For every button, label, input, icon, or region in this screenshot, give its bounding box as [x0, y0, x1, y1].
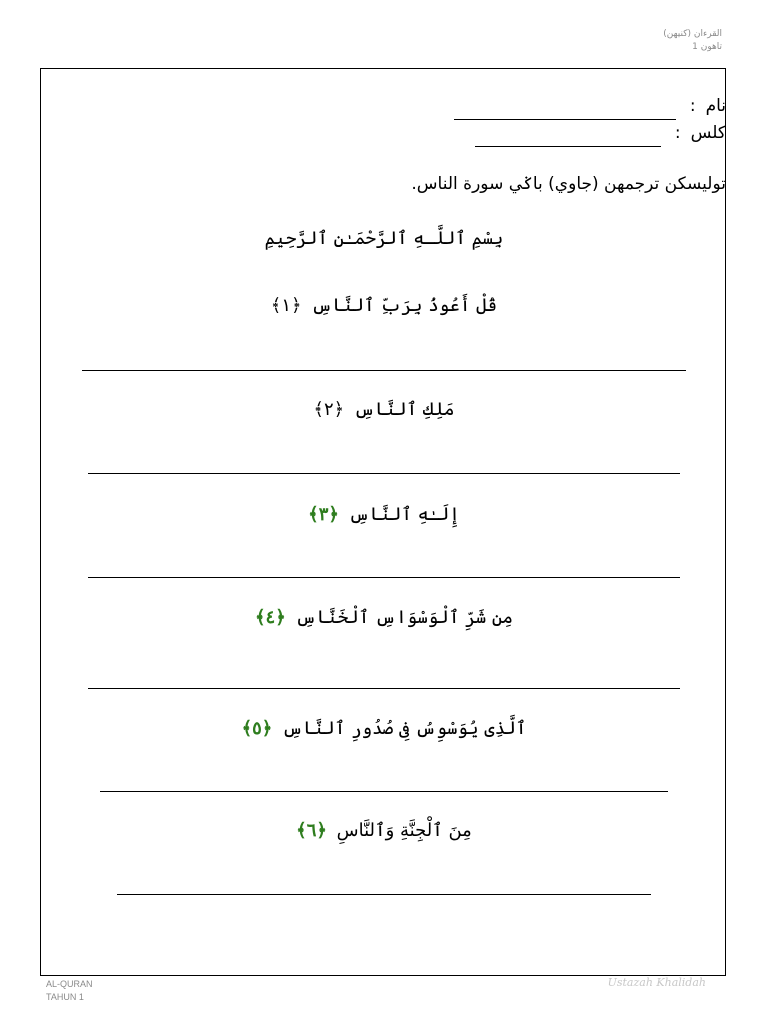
footer-subject — [46, 978, 93, 1004]
class-colon: : — [674, 123, 681, 143]
verse-text: ٱلَّذِى يُوَسْوِسُ فِى صُدُورِ ٱلنَّاسِ — [282, 718, 527, 739]
header-note — [663, 28, 722, 54]
answer-line-3[interactable] — [88, 577, 680, 578]
basmala: بِسْمِ ٱللَّـهِ ٱلرَّحْمَـٰنِ ٱلرَّحِيمِ — [264, 228, 504, 249]
verse-2 — [0, 399, 768, 420]
verse-text: قُلْ أَعُوذُ بِرَبِّ ٱلنَّاسِ — [311, 295, 498, 316]
verse-number: ﴿٦﴾ — [296, 820, 327, 841]
header-line-1: القرءان (كنيهن) — [663, 29, 722, 39]
verse-text: مِن شَرِّ ٱلْوَسْوَاسِ ٱلْخَنَّاسِ — [295, 607, 514, 628]
verse-4 — [0, 607, 768, 628]
name-row — [454, 96, 726, 120]
verse-text: مِنَ ٱلْجِنَّةِ وَٱلنَّاسِ — [336, 820, 472, 841]
name-colon: : — [689, 96, 696, 116]
class-row — [475, 123, 726, 147]
name-field[interactable] — [454, 99, 676, 120]
answer-line-1[interactable] — [82, 370, 686, 371]
header-line-2: تاهون 1 — [692, 42, 722, 52]
verse-1 — [0, 295, 768, 316]
instruction-text: توليسكن ترجمهن (جاوي) باݢي سورة الناس. — [411, 174, 726, 194]
verse-3 — [0, 504, 768, 525]
verse-number: ﴿٥﴾ — [241, 718, 273, 739]
answer-line-5[interactable] — [100, 791, 668, 792]
verse-5 — [0, 718, 768, 739]
class-label: كلس — [690, 123, 726, 143]
verse-6 — [0, 820, 768, 841]
answer-line-6[interactable] — [117, 894, 651, 895]
class-field[interactable] — [475, 126, 661, 147]
footer-subject-line-2: TAHUN 1 — [46, 992, 84, 1002]
name-label: نام — [705, 96, 726, 116]
verse-number: ﴿١﴾ — [270, 295, 302, 316]
verse-text: إِلَـٰهِ ٱلنَّاسِ — [348, 504, 460, 525]
verse-number: ﴿٤﴾ — [254, 607, 286, 628]
footer-subject-line-1: AL-QURAN — [46, 979, 93, 989]
answer-line-4[interactable] — [88, 688, 680, 689]
footer-author: Ustazah Khalidah — [607, 976, 706, 989]
verse-number: ﴿٣﴾ — [308, 504, 339, 525]
answer-line-2[interactable] — [88, 473, 680, 474]
verse-text: مَلِكِ ٱلنَّاسِ — [353, 399, 455, 420]
verse-number: ﴿٢﴾ — [313, 399, 345, 420]
